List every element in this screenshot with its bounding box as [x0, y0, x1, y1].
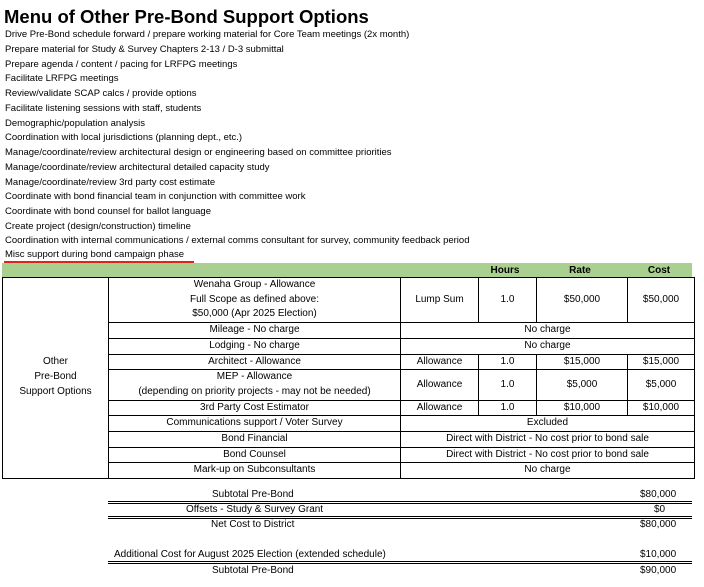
table-row — [3, 370, 695, 400]
row-note: Direct with District - No cost prior to bond sale — [401, 447, 695, 463]
row-cost: $50,000 — [628, 278, 695, 323]
row-item: Architect - Allowance — [109, 354, 401, 370]
row-rate: $10,000 — [537, 400, 628, 416]
additional-cost-value: $10,000 — [640, 549, 677, 560]
group-label-line: Other — [3, 354, 109, 370]
subtotal2-value: $90,000 — [640, 565, 677, 576]
row-hours: 1.0 — [479, 278, 537, 323]
row-cost: $15,000 — [628, 354, 695, 370]
table-row — [3, 432, 695, 448]
group-label-cell — [3, 370, 109, 400]
header-rate: Rate — [569, 265, 591, 276]
row-note: No charge — [401, 463, 695, 479]
row-note: Excluded — [401, 416, 695, 432]
list-item: Coordinate with bond financial team in conjunction with committee work — [5, 191, 306, 202]
group-cell — [3, 416, 109, 432]
row-rate: $15,000 — [537, 354, 628, 370]
row-hours: 1.0 — [479, 354, 537, 370]
double-rule — [108, 563, 692, 564]
list-item: Coordination with internal communications / external comms consultant for survey, community feedback period — [5, 235, 470, 246]
row-item: Mark-up on Subconsultants — [109, 463, 401, 479]
double-rule — [108, 516, 692, 517]
table-row — [3, 323, 695, 339]
row-item: Communications support / Voter Survey — [109, 416, 401, 432]
list-item: Facilitate listening sessions with staff, students — [5, 103, 202, 114]
group-label-line: Pre-Bond — [34, 371, 77, 383]
group-label-line: Support Options — [19, 385, 92, 397]
double-rule — [108, 561, 692, 562]
row-item — [109, 278, 401, 323]
row-cost: $10,000 — [628, 400, 695, 416]
list-item: Manage/coordinate/review 3rd party cost estimate — [5, 177, 216, 188]
table-row — [3, 354, 695, 370]
net-cost-label: Net Cost to District — [211, 519, 295, 530]
list-item: Facilitate LRFPG meetings — [5, 73, 119, 84]
header-hours: Hours — [490, 265, 520, 276]
row-item-line: Wenaha Group - Allowance — [193, 279, 316, 290]
list-item: Manage/coordinate/review architectural design or engineering based on committee priorities — [5, 147, 392, 158]
list-item: Demographic/population analysis — [5, 118, 145, 129]
row-cost: $5,000 — [628, 370, 695, 400]
row-rate: $5,000 — [537, 370, 628, 400]
group-cell — [3, 447, 109, 463]
row-type: Lump Sum — [401, 278, 479, 323]
row-item: 3rd Party Cost Estimator — [109, 400, 401, 416]
cost-table — [2, 277, 695, 479]
net-cost-value: $80,000 — [640, 519, 677, 530]
header-cost: Cost — [647, 265, 671, 276]
group-cell-bottom — [3, 463, 109, 479]
subtotal2-label: Subtotal Pre-Bond — [212, 565, 294, 576]
table-row — [3, 447, 695, 463]
group-cell — [3, 432, 109, 448]
row-rate: $50,000 — [537, 278, 628, 323]
group-cell — [3, 338, 109, 354]
row-item-line: Full Scope as defined above: — [190, 293, 319, 305]
row-note: Direct with District - No cost prior to bond sale — [401, 432, 695, 448]
row-item: Lodging - No charge — [109, 338, 401, 354]
list-item: Prepare agenda / content / pacing for LRFPG meetings — [5, 59, 238, 70]
table-row — [3, 463, 695, 479]
row-item: Mileage - No charge — [109, 323, 401, 339]
list-item: Coordination with local jurisdictions (planning dept., etc.) — [5, 132, 243, 143]
row-item — [109, 370, 401, 400]
group-cell — [3, 323, 109, 339]
table-row — [3, 338, 695, 354]
table-row — [3, 416, 695, 432]
double-rule — [108, 518, 692, 519]
group-cell — [3, 400, 109, 416]
table-row — [3, 400, 695, 416]
list-item: Create project (design/construction) timeline — [5, 221, 191, 232]
list-item: Review/validate SCAP calcs / provide options — [5, 88, 197, 99]
row-type: Allowance — [401, 370, 479, 400]
double-rule — [108, 501, 692, 502]
row-item: Bond Financial — [109, 432, 401, 448]
additional-cost-label: Additional Cost for August 2025 Election (extended schedule) — [114, 549, 386, 560]
row-hours: 1.0 — [479, 400, 537, 416]
offsets-value: $0 — [654, 504, 666, 515]
page-title: Menu of Other Pre-Bond Support Options — [4, 6, 369, 27]
list-item: Manage/coordinate/review architectural detailed capacity study — [5, 162, 270, 173]
row-note: No charge — [401, 323, 695, 339]
offsets-label: Offsets - Study & Survey Grant — [186, 504, 324, 515]
list-item: Coordinate with bond counsel for ballot language — [5, 206, 211, 217]
table-row — [3, 278, 695, 323]
list-item: Drive Pre-Bond schedule forward / prepare working material for Core Team meetings (2x month) — [5, 29, 410, 40]
row-item-line: (depending on priority projects - may not be needed) — [138, 385, 371, 397]
list-item: Prepare material for Study & Survey Chapters 2-13 / D-3 submittal — [5, 44, 284, 55]
group-cell-top — [3, 278, 109, 323]
row-type: Allowance — [401, 400, 479, 416]
row-note: No charge — [401, 338, 695, 354]
subtotal-label: Subtotal Pre-Bond — [212, 489, 294, 500]
row-hours: 1.0 — [479, 370, 537, 400]
subtotal-value: $80,000 — [640, 489, 677, 500]
row-item-line: MEP - Allowance — [216, 371, 293, 383]
row-item-line: $50,000 (Apr 2025 Election) — [192, 308, 317, 320]
list-item-highlighted: Misc support during bond campaign phase — [5, 249, 185, 260]
row-item: Bond Counsel — [109, 447, 401, 463]
row-type: Allowance — [401, 354, 479, 370]
